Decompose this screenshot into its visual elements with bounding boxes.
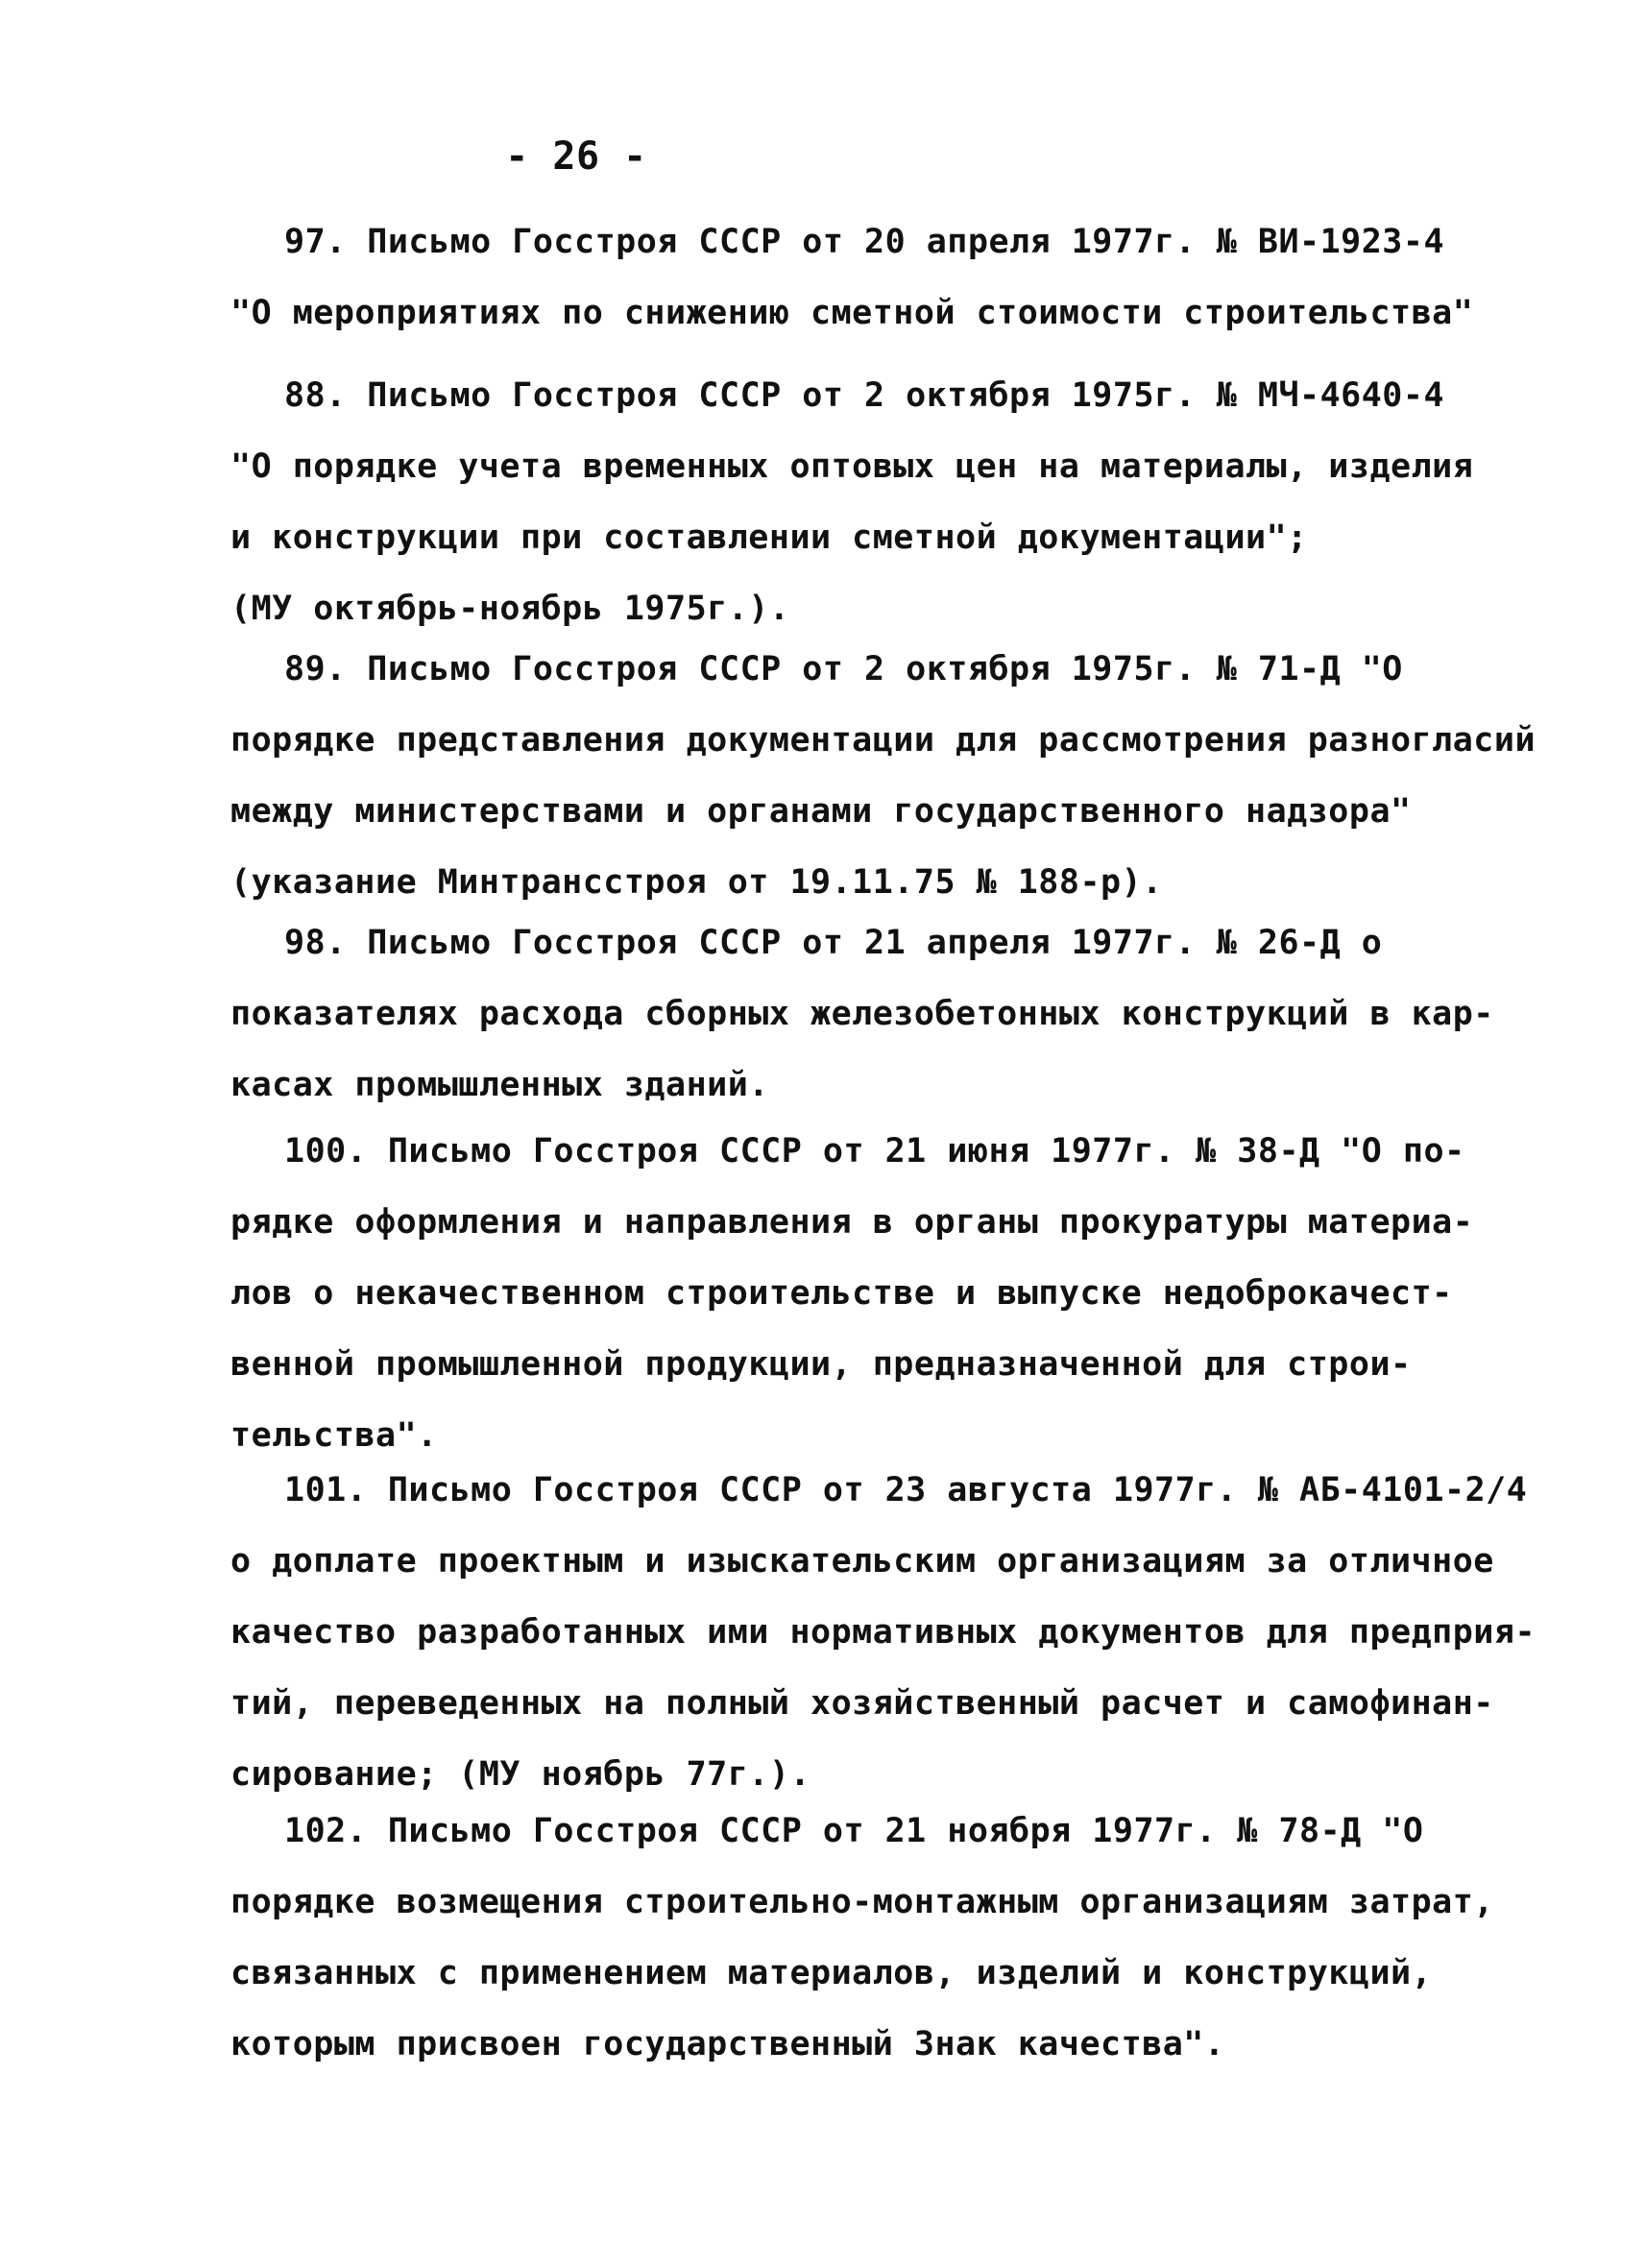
entry-line: 98. Письмо Госстроя СССР от 21 апреля 1977г. № 26-Д о [284,924,1383,962]
entry-line: тий, переведенных на полный хозяйственный расчет и самофинан- [230,1684,1494,1723]
entry-line: порядке представления документации для рассмотрения разногласий [230,721,1536,760]
entry-line: касах промышленных зданий. [230,1066,769,1104]
list-item [230,907,1494,1121]
entry-line: связанных с применением материалов, изделий и конструкций, [230,1954,1433,1992]
entry-line: 88. Письмо Госстроя СССР от 2 октября 1975г. № МЧ-4640-4 [284,376,1445,415]
entry-line: рядке оформления и направления в органы прокуратуры материа- [230,1203,1474,1242]
entry-line: 102. Письмо Госстроя СССР от 21 ноября 1977г. № 78-Д "О [284,1812,1424,1850]
entry-line: сирование; (МУ ноябрь 77г.). [230,1755,811,1794]
entry-line: о доплате проектным и изыскательским организациям за отличное [230,1542,1494,1580]
entry-line: показателях расхода сборных железобетонных конструкций в кар- [230,995,1494,1033]
entry-line: "О порядке учета временных оптовых цен на материалы, изделия [230,447,1474,486]
entry-line: между министерствами и органами государственного надзора" [230,792,1412,831]
entry-line: тельства". [230,1416,438,1455]
entry-line: лов о некачественном строительстве и выпуске недоброкачест- [230,1274,1453,1313]
entry-line: 97. Письмо Госстроя СССР от 20 апреля 1977г. № ВИ-1923-4 [284,223,1445,261]
entry-line: которым присвоен государственный Знак качества". [230,2025,1225,2063]
entry-line: (указание Минтрансстроя от 19.11.75 № 188-р). [230,863,1163,902]
entry-line: порядке возмещения строительно-монтажным организациям затрат, [230,1883,1494,1921]
entry-line: 100. Письмо Госстроя СССР от 21 июня 1977г. № 38-Д "О по- [284,1132,1465,1170]
entry-line: (МУ октябрь-ноябрь 1975г.). [230,590,790,628]
entry-line: 101. Письмо Госстроя СССР от 23 августа 1977г. № АБ-4101-2/4 [284,1471,1528,1509]
page-number: - 26 - [505,134,647,179]
list-item [230,1116,1474,1471]
entry-line: качество разработанных ими нормативных документов для предприя- [230,1613,1536,1652]
entry-line: 89. Письмо Госстроя СССР от 2 октября 1975г. № 71-Д "О [284,650,1403,688]
list-item [230,1796,1494,2080]
entry-line: и конструкции при составлении сметной документации"; [230,519,1308,557]
list-item [230,206,1474,349]
entry-line: венной промышленной продукции, предназначенной для строи- [230,1345,1412,1384]
list-item [230,1455,1536,1810]
list-item [230,360,1474,644]
list-item [230,634,1536,918]
entry-line: "О мероприятиях по снижению сметной стоимости строительства" [230,294,1474,332]
